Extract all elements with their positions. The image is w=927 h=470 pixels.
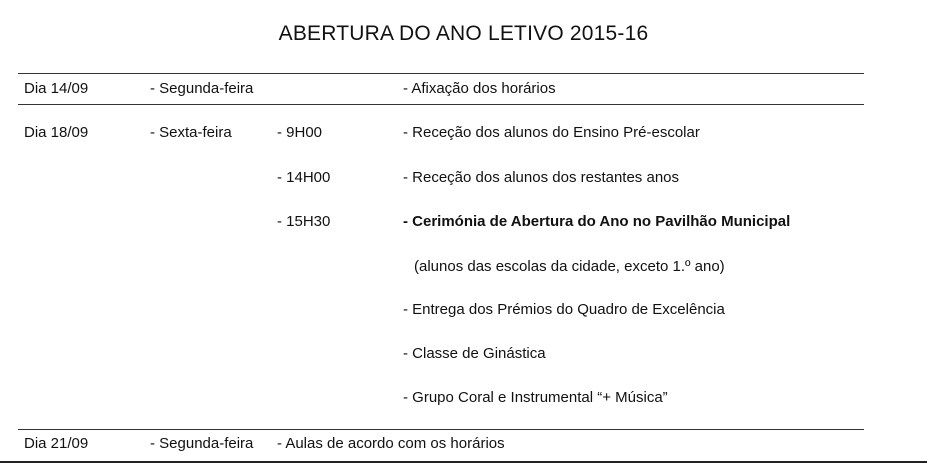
row-2-event-1: - Receção dos alunos do Ensino Pré-escolar [403,124,700,141]
row-2-weekday: - Sexta-feira [150,124,232,141]
row-2-time-2: - 14H00 [277,169,331,186]
row-2-day: Dia 18/09 [24,124,89,141]
row-1-weekday: - Segunda-feira [150,80,254,97]
row-2-time-3: - 15H30 [277,213,331,230]
table-rule-top [18,73,864,74]
row-2-event-7: - Grupo Coral e Instrumental “+ Música” [403,389,668,406]
row-2-event-4: (alunos das escolas da cidade, exceto 1.º ano) [414,258,725,275]
table-rule-bottom [0,461,927,463]
table-rule-1 [18,104,864,105]
row-1-event: - Afixação dos horários [403,80,556,97]
row-2-time-1: - 9H00 [277,124,323,141]
row-2-event-2: - Receção dos alunos dos restantes anos [403,169,679,186]
table-rule-2 [18,429,864,430]
row-1-day: Dia 14/09 [24,80,89,97]
page-title: ABERTURA DO ANO LETIVO 2015-16 [278,22,649,45]
row-2-event-6: - Classe de Ginástica [403,345,546,362]
row-2-event-3: - Cerimónia de Abertura do Ano no Pavilhão Municipal [403,213,791,230]
row-3-event: - Aulas de acordo com os horários [277,435,505,452]
row-2-event-5: - Entrega dos Prémios do Quadro de Excelência [403,301,725,318]
row-3-weekday: - Segunda-feira [150,435,254,452]
row-3-day: Dia 21/09 [24,435,89,452]
